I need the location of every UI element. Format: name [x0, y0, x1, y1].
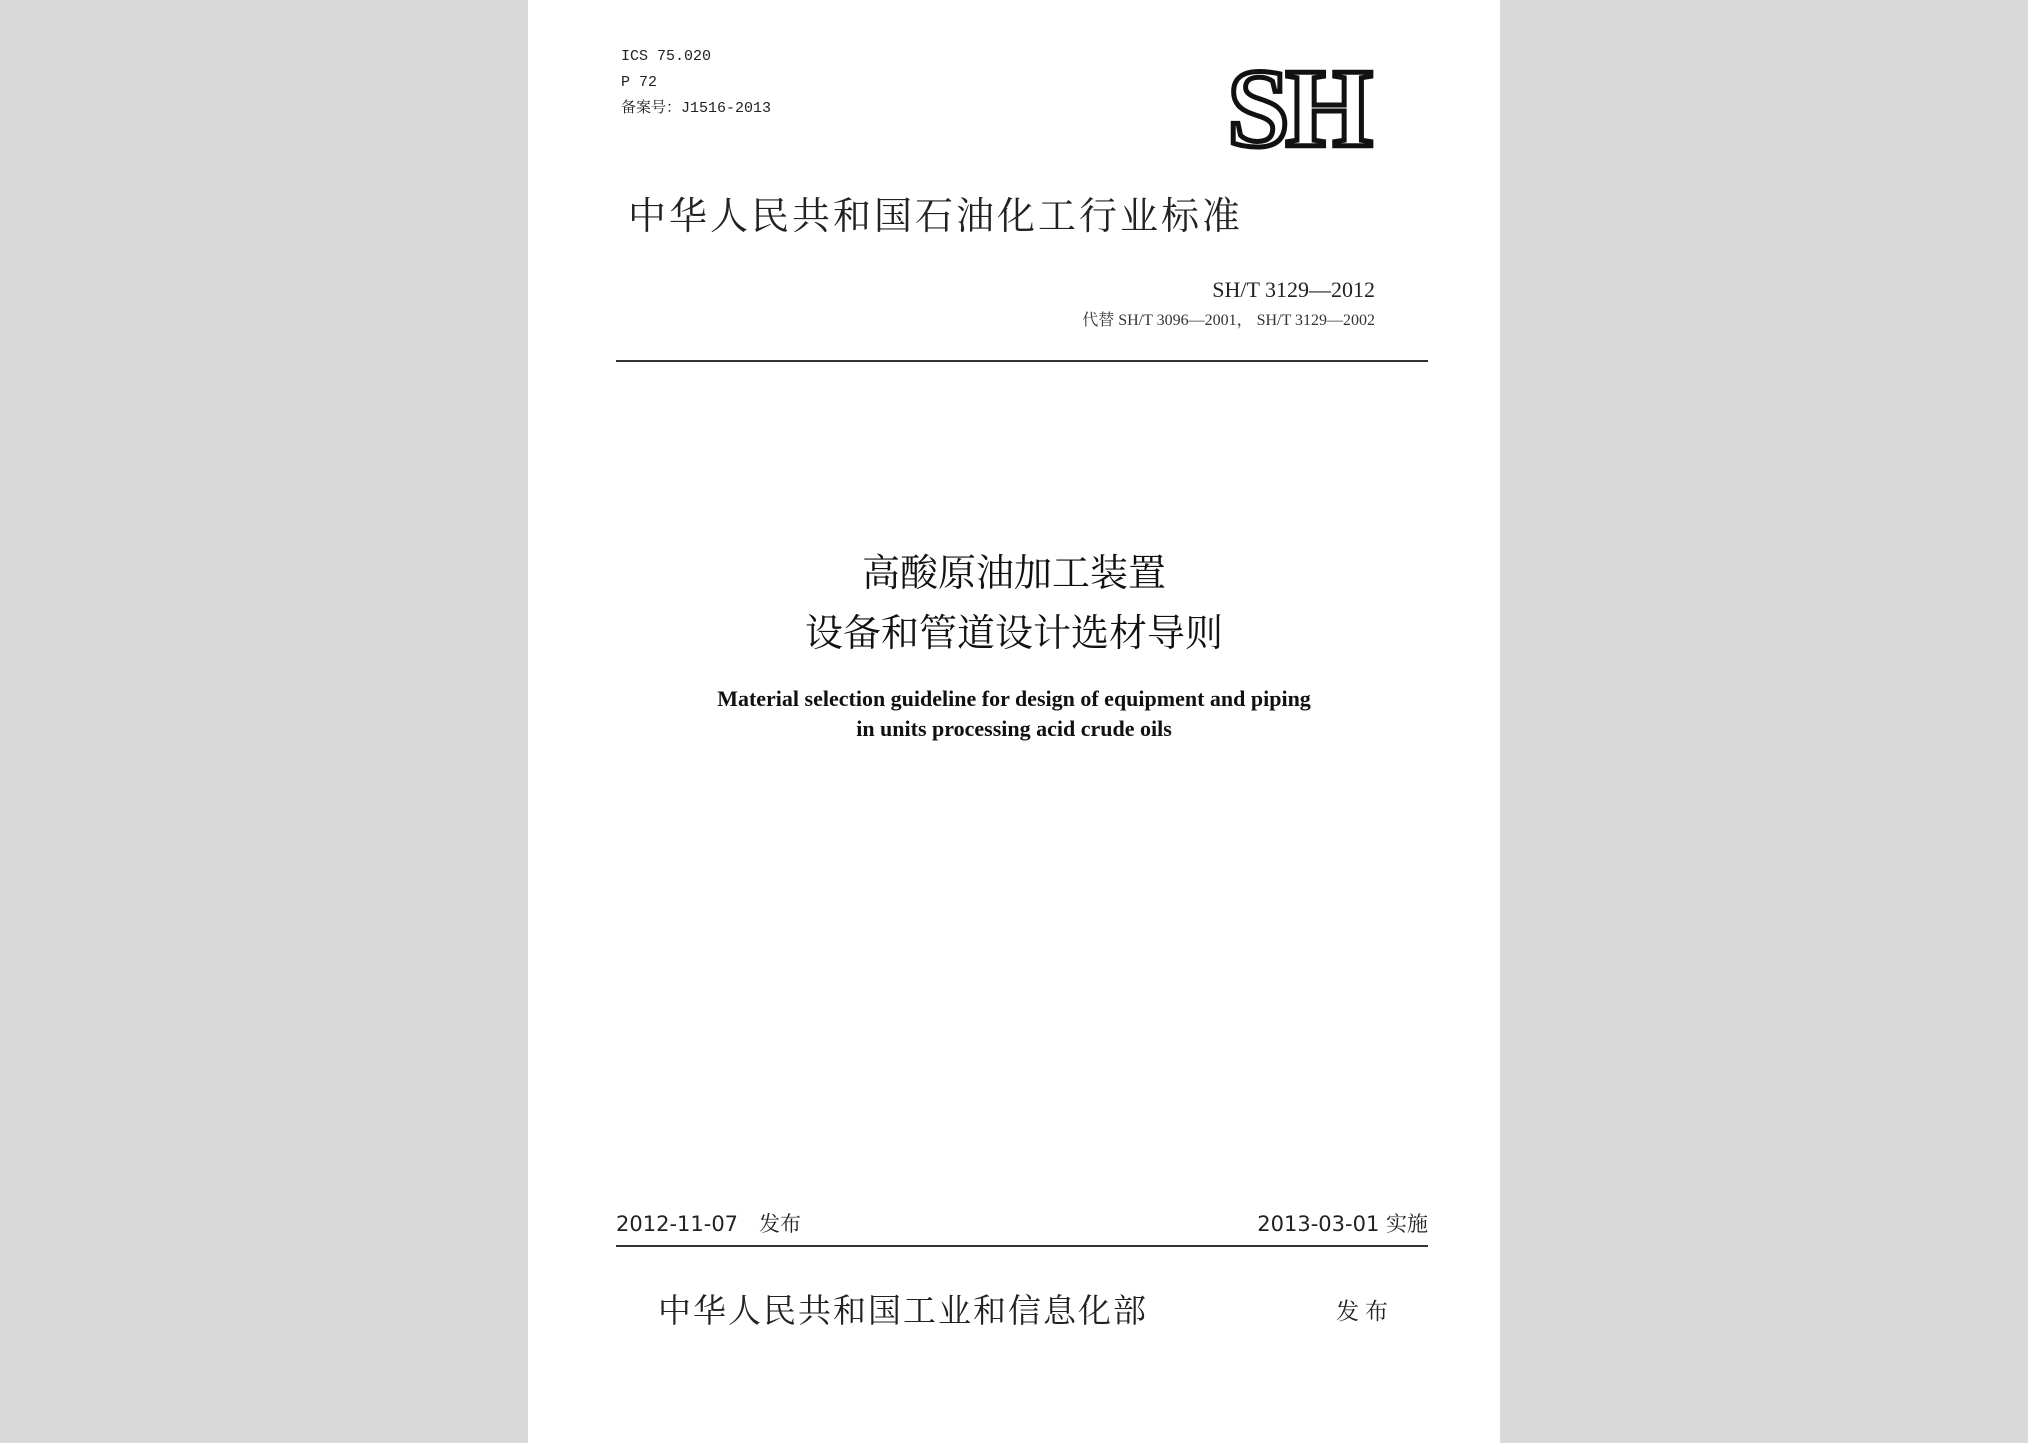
replaces-note: 代替 SH/T 3096—2001， SH/T 3129—2002	[1082, 312, 1375, 329]
sh-logo	[1198, 56, 1398, 160]
footer-divider	[616, 1245, 1428, 1247]
category-code: P 72	[621, 74, 658, 91]
title-cn-line1: 高酸原油加工装置	[861, 551, 1166, 595]
record-number: 备案号：J1516-2013	[621, 100, 772, 117]
issue-verb: 发布	[1336, 1299, 1394, 1325]
sh-logo-text: SH	[1227, 56, 1369, 160]
title-cn-line2: 设备和管道设计选材导则	[804, 611, 1223, 655]
document-page	[528, 0, 1500, 1443]
issuing-authority: 中华人民共和国工业和信息化部	[658, 1291, 1148, 1330]
issue-date: 2012-11-07 发布	[616, 1212, 802, 1236]
effective-date: 2013-03-01 实施	[1257, 1212, 1428, 1236]
title-en-line1: Material selection guideline for design of equipment and piping	[717, 686, 1311, 711]
standard-category-title: 中华人民共和国石油化工行业标准	[628, 194, 1244, 238]
classification-block	[621, 44, 771, 122]
standard-code: SH/T 3129—2012	[1212, 277, 1375, 302]
title-en-line2: in units processing acid crude oils	[856, 716, 1172, 741]
header-divider	[616, 360, 1428, 362]
ics-code: ICS 75.020	[621, 48, 712, 65]
